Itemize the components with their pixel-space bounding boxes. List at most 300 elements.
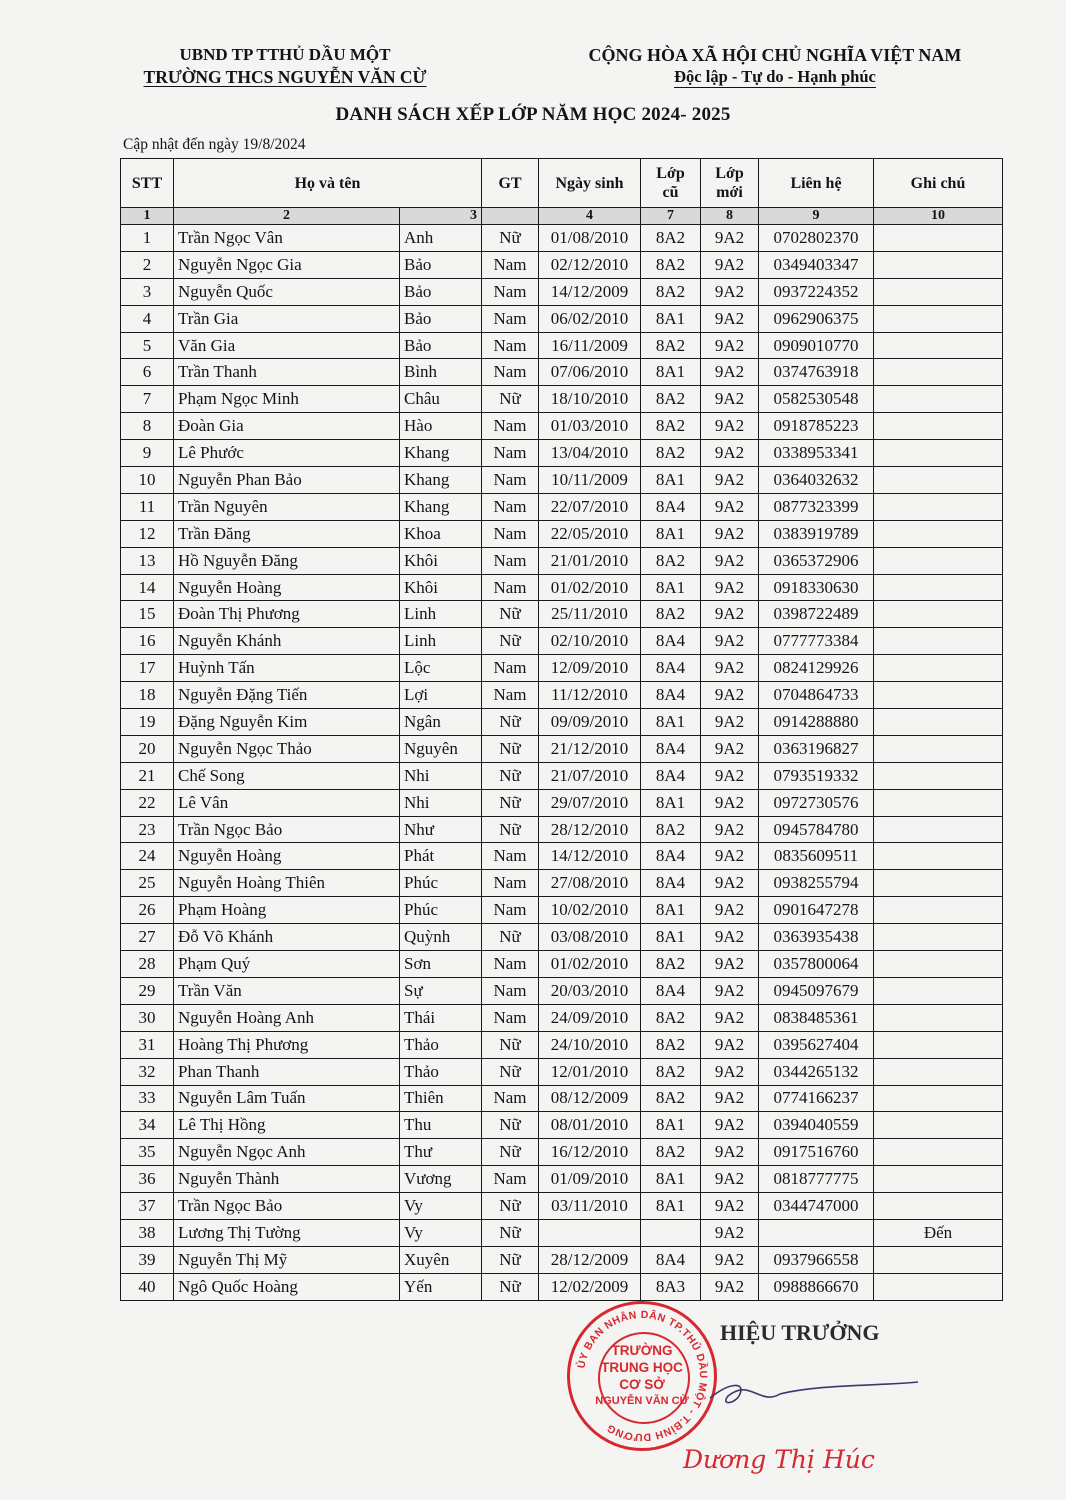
dob-cell: 18/10/2010 bbox=[539, 386, 641, 413]
first-name-cell: Thảo bbox=[400, 1031, 482, 1058]
last-name-cell: Nguyễn Ngọc Gia bbox=[174, 251, 400, 278]
table-row bbox=[121, 816, 1003, 843]
gender-cell: Nữ bbox=[482, 1273, 539, 1300]
new-class-cell: 9A2 bbox=[701, 709, 759, 736]
first-name-cell: Vy bbox=[400, 1219, 482, 1246]
stt-cell: 17 bbox=[121, 655, 174, 682]
note-cell bbox=[874, 682, 1003, 709]
note-cell bbox=[874, 574, 1003, 601]
first-name-cell: Thu bbox=[400, 1112, 482, 1139]
phone-cell: 0945097679 bbox=[759, 977, 874, 1004]
phone-cell: 0937224352 bbox=[759, 278, 874, 305]
table-row bbox=[121, 1219, 1003, 1246]
dob-cell: 12/01/2010 bbox=[539, 1058, 641, 1085]
table-body bbox=[121, 225, 1003, 1301]
gender-cell: Nữ bbox=[482, 1219, 539, 1246]
gender-cell: Nữ bbox=[482, 1139, 539, 1166]
first-name-cell: Anh bbox=[400, 225, 482, 252]
table-row bbox=[121, 1004, 1003, 1031]
dob-cell: 02/12/2010 bbox=[539, 251, 641, 278]
dob-cell: 16/11/2009 bbox=[539, 332, 641, 359]
signature-stroke bbox=[690, 1380, 920, 1410]
gender-cell: Nam bbox=[482, 547, 539, 574]
phone-cell: 0394040559 bbox=[759, 1112, 874, 1139]
old-class-cell: 8A4 bbox=[641, 493, 701, 520]
gender-cell: Nữ bbox=[482, 1058, 539, 1085]
dob-cell: 25/11/2010 bbox=[539, 601, 641, 628]
national-motto: Độc lập - Tự do - Hạnh phúc bbox=[674, 67, 876, 86]
first-name-cell: Vy bbox=[400, 1193, 482, 1220]
first-name-cell: Bình bbox=[400, 359, 482, 386]
old-class-cell: 8A4 bbox=[641, 682, 701, 709]
table-row bbox=[121, 1058, 1003, 1085]
new-class-cell: 9A2 bbox=[701, 816, 759, 843]
gender-cell: Nữ bbox=[482, 225, 539, 252]
gender-cell: Nữ bbox=[482, 628, 539, 655]
last-name-cell: Trần Gia bbox=[174, 305, 400, 332]
last-name-cell: Trần Ngọc Bảo bbox=[174, 816, 400, 843]
last-name-cell: Nguyễn Hoàng Thiên bbox=[174, 870, 400, 897]
new-class-cell: 9A2 bbox=[701, 493, 759, 520]
first-name-cell: Ngân bbox=[400, 709, 482, 736]
dob-cell: 10/02/2010 bbox=[539, 897, 641, 924]
phone-cell: 0877323399 bbox=[759, 493, 874, 520]
table-row bbox=[121, 1139, 1003, 1166]
phone-cell: 0364032632 bbox=[759, 467, 874, 494]
table-row bbox=[121, 1085, 1003, 1112]
table-row bbox=[121, 628, 1003, 655]
phone-cell: 0363935438 bbox=[759, 924, 874, 951]
first-name-cell: Bảo bbox=[400, 332, 482, 359]
dob-cell: 12/02/2009 bbox=[539, 1273, 641, 1300]
table-row bbox=[121, 251, 1003, 278]
new-class-cell: 9A2 bbox=[701, 359, 759, 386]
old-class-cell: 8A2 bbox=[641, 278, 701, 305]
last-name-cell: Hoàng Thị Phương bbox=[174, 1031, 400, 1058]
last-name-cell: Lê Phước bbox=[174, 440, 400, 467]
note-cell bbox=[874, 924, 1003, 951]
phone-cell: 0988866670 bbox=[759, 1273, 874, 1300]
first-name-cell: Thư bbox=[400, 1139, 482, 1166]
last-name-cell: Nguyễn Thị Mỹ bbox=[174, 1246, 400, 1273]
first-name-cell: Thảo bbox=[400, 1058, 482, 1085]
table-row bbox=[121, 843, 1003, 870]
phone-cell: 0818777775 bbox=[759, 1166, 874, 1193]
note-cell bbox=[874, 1085, 1003, 1112]
gender-cell: Nam bbox=[482, 574, 539, 601]
stt-cell: 18 bbox=[121, 682, 174, 709]
old-class-cell: 8A4 bbox=[641, 628, 701, 655]
dob-cell: 21/01/2010 bbox=[539, 547, 641, 574]
dob-cell: 09/09/2010 bbox=[539, 709, 641, 736]
first-name-cell: Linh bbox=[400, 628, 482, 655]
dob-cell: 07/06/2010 bbox=[539, 359, 641, 386]
phone-cell: 0395627404 bbox=[759, 1031, 874, 1058]
dob-cell: 28/12/2009 bbox=[539, 1246, 641, 1273]
stt-cell: 39 bbox=[121, 1246, 174, 1273]
gender-cell: Nữ bbox=[482, 924, 539, 951]
old-class-cell: 8A1 bbox=[641, 467, 701, 494]
gender-cell: Nam bbox=[482, 305, 539, 332]
last-name-cell: Văn Gia bbox=[174, 332, 400, 359]
dob-cell: 01/03/2010 bbox=[539, 413, 641, 440]
table-row bbox=[121, 359, 1003, 386]
new-class-cell: 9A2 bbox=[701, 843, 759, 870]
dob-cell: 02/10/2010 bbox=[539, 628, 641, 655]
last-name-cell: Huỳnh Tấn bbox=[174, 655, 400, 682]
gender-cell: Nữ bbox=[482, 386, 539, 413]
dob-cell: 01/02/2010 bbox=[539, 574, 641, 601]
stt-cell: 24 bbox=[121, 843, 174, 870]
new-class-cell: 9A2 bbox=[701, 977, 759, 1004]
table-row bbox=[121, 520, 1003, 547]
note-cell bbox=[874, 1139, 1003, 1166]
dob-cell: 24/09/2010 bbox=[539, 1004, 641, 1031]
stt-cell: 28 bbox=[121, 951, 174, 978]
first-name-cell: Quỳnh bbox=[400, 924, 482, 951]
note-cell bbox=[874, 332, 1003, 359]
note-cell: Đến bbox=[874, 1219, 1003, 1246]
new-class-cell: 9A2 bbox=[701, 1166, 759, 1193]
first-name-cell: Vương bbox=[400, 1166, 482, 1193]
old-class-cell: 8A2 bbox=[641, 547, 701, 574]
old-class-cell bbox=[641, 1219, 701, 1246]
phone-cell: 0972730576 bbox=[759, 789, 874, 816]
stt-cell: 13 bbox=[121, 547, 174, 574]
last-name-cell: Ngô Quốc Hoàng bbox=[174, 1273, 400, 1300]
first-name-cell: Sự bbox=[400, 977, 482, 1004]
last-name-cell: Đoàn Gia bbox=[174, 413, 400, 440]
gender-cell: Nam bbox=[482, 278, 539, 305]
stt-cell: 9 bbox=[121, 440, 174, 467]
stt-cell: 25 bbox=[121, 870, 174, 897]
new-class-cell: 9A2 bbox=[701, 251, 759, 278]
last-name-cell: Trần Ngọc Vân bbox=[174, 225, 400, 252]
new-class-cell: 9A2 bbox=[701, 1139, 759, 1166]
signer-name: Dương Thị Húc bbox=[683, 1445, 875, 1474]
new-class-cell: 9A2 bbox=[701, 1004, 759, 1031]
first-name-cell: Khoa bbox=[400, 520, 482, 547]
phone-cell: 0918330630 bbox=[759, 574, 874, 601]
dob-cell: 24/10/2010 bbox=[539, 1031, 641, 1058]
header-contact: Liên hệ bbox=[759, 159, 874, 208]
phone-cell: 0962906375 bbox=[759, 305, 874, 332]
stt-cell: 12 bbox=[121, 520, 174, 547]
phone-cell: 0704864733 bbox=[759, 682, 874, 709]
phone-cell: 0909010770 bbox=[759, 332, 874, 359]
table-row bbox=[121, 789, 1003, 816]
old-class-cell: 8A2 bbox=[641, 816, 701, 843]
phone-cell: 0344265132 bbox=[759, 1058, 874, 1085]
new-class-cell: 9A2 bbox=[701, 1273, 759, 1300]
dob-cell: 14/12/2009 bbox=[539, 278, 641, 305]
gender-cell: Nam bbox=[482, 655, 539, 682]
school-stamp bbox=[567, 1301, 717, 1451]
old-class-cell: 8A2 bbox=[641, 951, 701, 978]
old-class-cell: 8A4 bbox=[641, 655, 701, 682]
first-name-cell: Linh bbox=[400, 601, 482, 628]
table-row bbox=[121, 332, 1003, 359]
stt-cell: 38 bbox=[121, 1219, 174, 1246]
table-row bbox=[121, 440, 1003, 467]
first-name-cell: Yến bbox=[400, 1273, 482, 1300]
new-class-cell: 9A2 bbox=[701, 1246, 759, 1273]
first-name-cell: Bảo bbox=[400, 305, 482, 332]
phone-cell: 0937966558 bbox=[759, 1246, 874, 1273]
phone-cell: 0824129926 bbox=[759, 655, 874, 682]
table-row bbox=[121, 574, 1003, 601]
note-cell bbox=[874, 628, 1003, 655]
old-class-cell: 8A2 bbox=[641, 1031, 701, 1058]
note-cell bbox=[874, 655, 1003, 682]
table-row bbox=[121, 951, 1003, 978]
new-class-cell: 9A2 bbox=[701, 1031, 759, 1058]
note-cell bbox=[874, 762, 1003, 789]
gender-cell: Nữ bbox=[482, 1031, 539, 1058]
stt-cell: 20 bbox=[121, 735, 174, 762]
new-class-cell: 9A2 bbox=[701, 574, 759, 601]
new-class-cell: 9A2 bbox=[701, 1058, 759, 1085]
stt-cell: 32 bbox=[121, 1058, 174, 1085]
update-date: Cập nhật đến ngày 19/8/2024 bbox=[123, 136, 306, 153]
phone-cell: 0349403347 bbox=[759, 251, 874, 278]
note-cell bbox=[874, 1058, 1003, 1085]
gender-cell: Nữ bbox=[482, 1193, 539, 1220]
phone-cell: 0374763918 bbox=[759, 359, 874, 386]
last-name-cell: Phạm Ngọc Minh bbox=[174, 386, 400, 413]
note-cell bbox=[874, 305, 1003, 332]
gender-cell: Nam bbox=[482, 332, 539, 359]
new-class-cell: 9A2 bbox=[701, 601, 759, 628]
gender-cell: Nữ bbox=[482, 1246, 539, 1273]
old-class-cell: 8A1 bbox=[641, 1193, 701, 1220]
new-class-cell: 9A2 bbox=[701, 1112, 759, 1139]
header-dob: Ngày sinh bbox=[539, 159, 641, 208]
new-class-cell: 9A2 bbox=[701, 789, 759, 816]
new-class-cell: 9A2 bbox=[701, 467, 759, 494]
new-class-cell: 9A2 bbox=[701, 735, 759, 762]
gender-cell: Nữ bbox=[482, 762, 539, 789]
table-row bbox=[121, 413, 1003, 440]
note-cell bbox=[874, 709, 1003, 736]
last-name-cell: Phạm Quý bbox=[174, 951, 400, 978]
table-row bbox=[121, 1246, 1003, 1273]
old-class-cell: 8A1 bbox=[641, 1166, 701, 1193]
last-name-cell: Nguyễn Phan Bảo bbox=[174, 467, 400, 494]
table-row bbox=[121, 386, 1003, 413]
table-row bbox=[121, 493, 1003, 520]
last-name-cell: Trần Ngọc Bảo bbox=[174, 1193, 400, 1220]
first-name-cell: Lộc bbox=[400, 655, 482, 682]
gender-cell: Nam bbox=[482, 977, 539, 1004]
gender-cell: Nam bbox=[482, 251, 539, 278]
table-row bbox=[121, 547, 1003, 574]
stt-cell: 15 bbox=[121, 601, 174, 628]
new-class-cell: 9A2 bbox=[701, 305, 759, 332]
dob-cell: 01/08/2010 bbox=[539, 225, 641, 252]
gender-cell: Nam bbox=[482, 493, 539, 520]
gender-cell: Nam bbox=[482, 682, 539, 709]
last-name-cell: Trần Văn bbox=[174, 977, 400, 1004]
table-row bbox=[121, 1166, 1003, 1193]
table-row bbox=[121, 977, 1003, 1004]
note-cell bbox=[874, 278, 1003, 305]
stt-cell: 4 bbox=[121, 305, 174, 332]
new-class-cell: 9A2 bbox=[701, 1193, 759, 1220]
phone-cell: 0914288880 bbox=[759, 709, 874, 736]
note-cell bbox=[874, 897, 1003, 924]
phone-cell: 0365372906 bbox=[759, 547, 874, 574]
dob-cell: 11/12/2010 bbox=[539, 682, 641, 709]
dob-cell: 03/11/2010 bbox=[539, 1193, 641, 1220]
old-class-cell: 8A1 bbox=[641, 520, 701, 547]
first-name-cell: Bảo bbox=[400, 251, 482, 278]
old-class-cell: 8A4 bbox=[641, 762, 701, 789]
stt-cell: 33 bbox=[121, 1085, 174, 1112]
phone-cell: 0398722489 bbox=[759, 601, 874, 628]
first-name-cell: Lợi bbox=[400, 682, 482, 709]
last-name-cell: Nguyễn Thành bbox=[174, 1166, 400, 1193]
old-class-cell: 8A2 bbox=[641, 1139, 701, 1166]
note-cell bbox=[874, 735, 1003, 762]
header-note: Ghi chú bbox=[874, 159, 1003, 208]
authority-name: UBND TP TTHỦ DẦU MỘT bbox=[179, 45, 391, 64]
stt-cell: 23 bbox=[121, 816, 174, 843]
note-cell bbox=[874, 225, 1003, 252]
new-class-cell: 9A2 bbox=[701, 413, 759, 440]
last-name-cell: Nguyễn Khánh bbox=[174, 628, 400, 655]
document-title: DANH SÁCH XẾP LỚP NĂM HỌC 2024- 2025 bbox=[335, 104, 731, 125]
last-name-cell: Trần Đăng bbox=[174, 520, 400, 547]
gender-cell: Nữ bbox=[482, 789, 539, 816]
gender-cell: Nam bbox=[482, 951, 539, 978]
first-name-cell: Khôi bbox=[400, 574, 482, 601]
dob-cell: 22/05/2010 bbox=[539, 520, 641, 547]
stt-cell: 14 bbox=[121, 574, 174, 601]
school-name: TRƯỜNG THCS NGUYỄN VĂN CỪ bbox=[143, 67, 427, 87]
stt-cell: 5 bbox=[121, 332, 174, 359]
dob-cell: 29/07/2010 bbox=[539, 789, 641, 816]
gender-cell: Nữ bbox=[482, 601, 539, 628]
new-class-cell: 9A2 bbox=[701, 225, 759, 252]
new-class-cell: 9A2 bbox=[701, 924, 759, 951]
new-class-cell: 9A2 bbox=[701, 440, 759, 467]
dob-cell: 21/12/2010 bbox=[539, 735, 641, 762]
note-cell bbox=[874, 440, 1003, 467]
table-row bbox=[121, 225, 1003, 252]
old-class-cell: 8A2 bbox=[641, 413, 701, 440]
last-name-cell: Đặng Nguyễn Kim bbox=[174, 709, 400, 736]
phone-cell: 0357800064 bbox=[759, 951, 874, 978]
old-class-cell: 8A1 bbox=[641, 709, 701, 736]
new-class-cell: 9A2 bbox=[701, 628, 759, 655]
stt-cell: 19 bbox=[121, 709, 174, 736]
first-name-cell: Xuyên bbox=[400, 1246, 482, 1273]
phone-cell: 0363196827 bbox=[759, 735, 874, 762]
first-name-cell: Thái bbox=[400, 1004, 482, 1031]
old-class-cell: 8A4 bbox=[641, 1246, 701, 1273]
phone-cell: 0702802370 bbox=[759, 225, 874, 252]
note-cell bbox=[874, 251, 1003, 278]
table-row bbox=[121, 1031, 1003, 1058]
note-cell bbox=[874, 1273, 1003, 1300]
first-name-cell: Khang bbox=[400, 467, 482, 494]
dob-cell: 01/02/2010 bbox=[539, 951, 641, 978]
old-class-cell: 8A1 bbox=[641, 789, 701, 816]
gender-cell: Nam bbox=[482, 1085, 539, 1112]
phone-cell: 0338953341 bbox=[759, 440, 874, 467]
phone-cell: 0774166237 bbox=[759, 1085, 874, 1112]
dob-cell: 12/09/2010 bbox=[539, 655, 641, 682]
gender-cell: Nữ bbox=[482, 735, 539, 762]
dob-cell: 28/12/2010 bbox=[539, 816, 641, 843]
stt-cell: 6 bbox=[121, 359, 174, 386]
last-name-cell: Đoàn Thị Phương bbox=[174, 601, 400, 628]
svg-text:ỦY BAN NHÂN DÂN TP.THỦ DẦU MỘT: ỦY BAN NHÂN DÂN TP.THỦ DẦU MỘT - T.BÌNH DƯƠNG bbox=[575, 1308, 710, 1444]
stt-cell: 10 bbox=[121, 467, 174, 494]
note-cell bbox=[874, 1193, 1003, 1220]
stt-cell: 31 bbox=[121, 1031, 174, 1058]
old-class-cell: 8A2 bbox=[641, 1085, 701, 1112]
first-name-cell: Nguyên bbox=[400, 735, 482, 762]
class-list-table bbox=[120, 158, 1003, 1301]
gender-cell: Nam bbox=[482, 413, 539, 440]
new-class-cell: 9A2 bbox=[701, 520, 759, 547]
stt-cell: 8 bbox=[121, 413, 174, 440]
last-name-cell: Nguyễn Đặng Tiến bbox=[174, 682, 400, 709]
old-class-cell: 8A2 bbox=[641, 1058, 701, 1085]
dob-cell: 08/12/2009 bbox=[539, 1085, 641, 1112]
gender-cell: Nam bbox=[482, 843, 539, 870]
dob-cell: 27/08/2010 bbox=[539, 870, 641, 897]
stt-cell: 40 bbox=[121, 1273, 174, 1300]
first-name-cell: Hào bbox=[400, 413, 482, 440]
last-name-cell: Lê Thị Hồng bbox=[174, 1112, 400, 1139]
last-name-cell: Phan Thanh bbox=[174, 1058, 400, 1085]
gender-cell: Nam bbox=[482, 870, 539, 897]
old-class-cell: 8A4 bbox=[641, 977, 701, 1004]
last-name-cell: Trần Thanh bbox=[174, 359, 400, 386]
table-row bbox=[121, 601, 1003, 628]
phone-cell: 0918785223 bbox=[759, 413, 874, 440]
old-class-cell: 8A4 bbox=[641, 735, 701, 762]
table-row bbox=[121, 735, 1003, 762]
first-name-cell: Khang bbox=[400, 440, 482, 467]
stt-cell: 11 bbox=[121, 493, 174, 520]
note-cell bbox=[874, 467, 1003, 494]
last-name-cell: Nguyễn Hoàng Anh bbox=[174, 1004, 400, 1031]
stt-cell: 2 bbox=[121, 251, 174, 278]
header-new-class: Lớp mới bbox=[701, 159, 759, 208]
dob-cell: 22/07/2010 bbox=[539, 493, 641, 520]
new-class-cell: 9A2 bbox=[701, 1085, 759, 1112]
old-class-cell: 8A1 bbox=[641, 359, 701, 386]
first-name-cell: Nhi bbox=[400, 789, 482, 816]
old-class-cell: 8A4 bbox=[641, 843, 701, 870]
first-name-cell: Khôi bbox=[400, 547, 482, 574]
table-row bbox=[121, 682, 1003, 709]
new-class-cell: 9A2 bbox=[701, 951, 759, 978]
note-cell bbox=[874, 601, 1003, 628]
last-name-cell: Nguyễn Ngọc Thảo bbox=[174, 735, 400, 762]
table-row bbox=[121, 1193, 1003, 1220]
new-class-cell: 9A2 bbox=[701, 386, 759, 413]
header-gender: GT bbox=[482, 159, 539, 208]
first-name-cell: Phúc bbox=[400, 897, 482, 924]
note-cell bbox=[874, 1246, 1003, 1273]
note-cell bbox=[874, 547, 1003, 574]
old-class-cell: 8A2 bbox=[641, 332, 701, 359]
